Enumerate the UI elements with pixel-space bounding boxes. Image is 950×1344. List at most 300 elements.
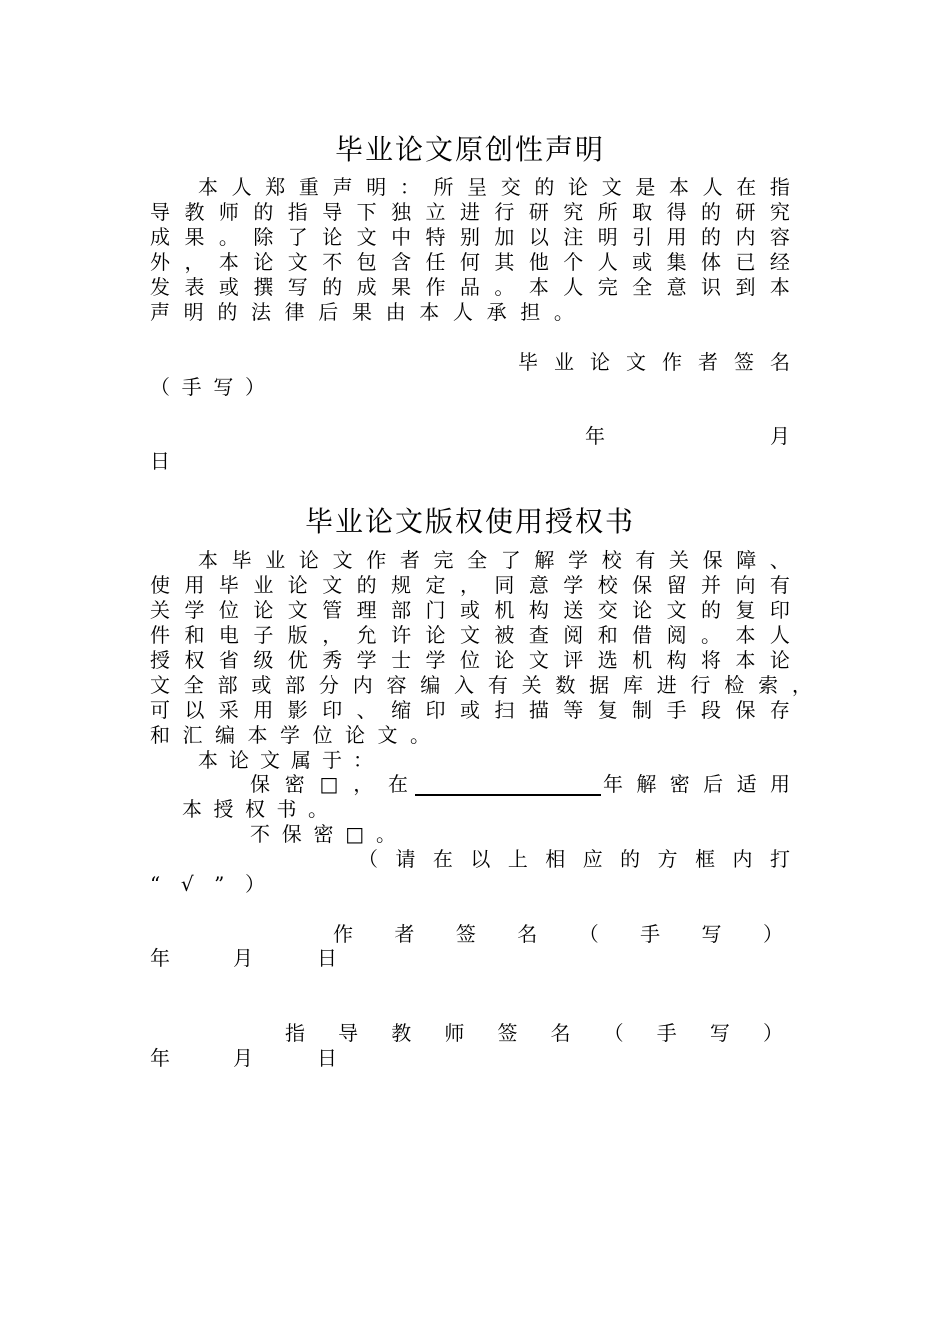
text-char: 包 bbox=[356, 250, 377, 274]
text-char: 何 bbox=[459, 250, 480, 274]
text-char: 其 bbox=[494, 250, 515, 274]
text-char: 学 bbox=[356, 648, 377, 672]
text-char: “ bbox=[150, 872, 161, 896]
text-char: 在 bbox=[432, 847, 453, 871]
text-char: 构 bbox=[666, 648, 687, 672]
text-char: 行 bbox=[494, 200, 515, 224]
text-char: 业 bbox=[554, 350, 574, 374]
belongs-to-label bbox=[198, 748, 373, 772]
text-char: √ bbox=[180, 872, 194, 896]
text-char: 指 bbox=[285, 1021, 305, 1045]
text-char: 手 bbox=[666, 698, 687, 722]
text-char: 于 bbox=[322, 748, 342, 772]
text-char: 。 bbox=[553, 300, 574, 324]
text-char: 选 bbox=[597, 648, 618, 672]
text-char: 本 bbox=[198, 175, 218, 199]
text-char: 部 bbox=[285, 673, 306, 697]
text-char: 独 bbox=[391, 200, 412, 224]
text-char: ， bbox=[322, 623, 343, 647]
text-char: 名 bbox=[517, 922, 538, 946]
text-char: 以 bbox=[184, 698, 205, 722]
text-char: ： bbox=[353, 748, 373, 772]
text-char: 的 bbox=[534, 175, 555, 199]
authorization-line-1 bbox=[198, 548, 790, 572]
text-char: 学 bbox=[184, 598, 205, 622]
text-char: 意 bbox=[666, 275, 687, 299]
text-char: 士 bbox=[391, 648, 412, 672]
text-char: 论 bbox=[769, 648, 790, 672]
text-char: 请 bbox=[395, 847, 416, 871]
text-char: 后 bbox=[703, 772, 724, 796]
text-char: 定 bbox=[425, 573, 446, 597]
text-char: （ bbox=[578, 922, 599, 946]
declaration-line-5 bbox=[150, 275, 790, 299]
text-char: 的 bbox=[356, 573, 377, 597]
text-char: 识 bbox=[701, 275, 721, 299]
declaration-date-day: 日 bbox=[150, 449, 170, 473]
text-char: 名 bbox=[770, 350, 790, 374]
text-char: 本 bbox=[528, 275, 549, 299]
text-char: 本 bbox=[182, 797, 202, 821]
authorization-title: 毕业论文版权使用授权书 bbox=[304, 505, 635, 538]
text-char: 。 bbox=[375, 822, 396, 846]
text-char: 规 bbox=[391, 573, 412, 597]
text-char: 毕 bbox=[231, 548, 252, 572]
declaration-signature-label bbox=[518, 350, 790, 374]
confidential-option-continued bbox=[182, 797, 328, 821]
text-char: 写 bbox=[287, 275, 308, 299]
text-char: 论 bbox=[298, 548, 319, 572]
text-char: 段 bbox=[701, 698, 721, 722]
text-char: 用 bbox=[184, 573, 205, 597]
text-char: 将 bbox=[701, 648, 721, 672]
text-char: 手 bbox=[640, 922, 661, 946]
text-char: 有 bbox=[769, 573, 790, 597]
text-char: 交 bbox=[597, 598, 618, 622]
text-char: 的 bbox=[701, 225, 721, 249]
text-char: 部 bbox=[217, 673, 238, 697]
text-char: 子 bbox=[253, 623, 274, 647]
text-char: 电 bbox=[218, 623, 239, 647]
text-char: 本 bbox=[419, 300, 440, 324]
text-char: 查 bbox=[528, 623, 549, 647]
text-char: 有 bbox=[487, 673, 508, 697]
text-char: 关 bbox=[668, 548, 689, 572]
text-char: 相 bbox=[545, 847, 566, 871]
text-char: 表 bbox=[184, 275, 205, 299]
declaration-signature-note bbox=[150, 375, 265, 399]
text-char: 法 bbox=[250, 300, 271, 324]
text-char: 学 bbox=[563, 573, 584, 597]
text-char: 了 bbox=[500, 548, 521, 572]
text-char: 全 bbox=[183, 673, 204, 697]
text-char: 毕 bbox=[218, 573, 239, 597]
text-char: 者 bbox=[399, 548, 420, 572]
text-char: 许 bbox=[391, 623, 412, 647]
text-char: 果 bbox=[184, 225, 205, 249]
text-char: 影 bbox=[287, 698, 308, 722]
text-char: 到 bbox=[735, 275, 756, 299]
text-char: （ bbox=[603, 1021, 624, 1045]
text-char: 本 bbox=[247, 723, 268, 747]
text-char: 业 bbox=[265, 548, 286, 572]
text-char: 留 bbox=[666, 573, 687, 597]
text-char: 授 bbox=[150, 648, 170, 672]
text-char: 或 bbox=[218, 275, 239, 299]
text-char: 含 bbox=[391, 250, 412, 274]
text-char: 等 bbox=[563, 698, 584, 722]
text-char: 中 bbox=[391, 225, 412, 249]
text-char: 不 bbox=[322, 250, 343, 274]
text-char: 可 bbox=[150, 698, 170, 722]
text-char: 别 bbox=[459, 225, 480, 249]
check-mark-note bbox=[150, 872, 265, 896]
text-char: （ bbox=[150, 375, 170, 399]
text-char: 构 bbox=[528, 598, 549, 622]
text-char: 用 bbox=[666, 225, 687, 249]
text-char: 签 bbox=[734, 350, 754, 374]
text-char: 用 bbox=[769, 772, 790, 796]
text-char: 和 bbox=[150, 723, 170, 747]
text-char: 了 bbox=[287, 225, 308, 249]
text-char: 密 bbox=[284, 772, 305, 796]
text-char: 文 bbox=[332, 548, 353, 572]
text-char: 在 bbox=[736, 175, 757, 199]
text-char: 汇 bbox=[182, 723, 203, 747]
text-char: 人 bbox=[769, 623, 790, 647]
text-char: 进 bbox=[656, 673, 677, 697]
text-char: 内 bbox=[352, 673, 373, 697]
text-char: 个 bbox=[563, 250, 584, 274]
text-char: 交 bbox=[500, 175, 521, 199]
text-char: 明 bbox=[597, 225, 618, 249]
text-char: 论 bbox=[287, 573, 308, 597]
text-char: 或 bbox=[632, 250, 653, 274]
check-instruction bbox=[358, 847, 790, 871]
text-char: 手 bbox=[181, 375, 202, 399]
text-char: 据 bbox=[589, 673, 610, 697]
text-char: 教 bbox=[184, 200, 205, 224]
text-char: 签 bbox=[455, 922, 476, 946]
text-char: ） bbox=[245, 872, 265, 896]
text-char: 书 bbox=[276, 797, 297, 821]
text-char: 的 bbox=[217, 300, 238, 324]
text-char: 品 bbox=[459, 275, 480, 299]
text-char: 所 bbox=[433, 175, 454, 199]
text-char: 权 bbox=[184, 648, 205, 672]
text-char: 应 bbox=[582, 847, 603, 871]
text-char: 学 bbox=[280, 723, 300, 747]
text-char: 本 bbox=[198, 548, 218, 572]
text-char: 保 bbox=[632, 573, 653, 597]
text-char: 教 bbox=[391, 1021, 412, 1045]
text-char: 本 bbox=[668, 175, 689, 199]
text-char: 签 bbox=[497, 1021, 518, 1045]
text-char: 机 bbox=[494, 598, 515, 622]
text-char: 的 bbox=[701, 200, 721, 224]
text-char: 或 bbox=[459, 598, 480, 622]
text-char: 特 bbox=[425, 225, 446, 249]
text-char: 论 bbox=[425, 623, 446, 647]
text-char: ） bbox=[762, 922, 783, 946]
not-confidential-option bbox=[250, 822, 396, 846]
text-char: ） bbox=[244, 375, 265, 399]
text-char: 件 bbox=[150, 623, 170, 647]
text-char: 经 bbox=[769, 250, 790, 274]
declaration-line-2 bbox=[150, 200, 790, 224]
text-char: 评 bbox=[563, 648, 584, 672]
text-char: 和 bbox=[184, 623, 205, 647]
text-char: 内 bbox=[735, 225, 756, 249]
text-char: 用 bbox=[253, 698, 274, 722]
text-char: 缩 bbox=[391, 698, 412, 722]
text-char: ， bbox=[184, 250, 205, 274]
text-char: 声 bbox=[150, 300, 170, 324]
text-char: 论 bbox=[568, 175, 589, 199]
author-signature-label bbox=[333, 922, 783, 946]
text-char: 向 bbox=[735, 573, 756, 597]
text-char: 级 bbox=[253, 648, 274, 672]
text-char: 的 bbox=[620, 847, 641, 871]
text-char: 除 bbox=[253, 225, 274, 249]
text-char: 解 bbox=[636, 772, 657, 796]
text-char: 人 bbox=[231, 175, 252, 199]
text-char: 行 bbox=[690, 673, 711, 697]
advisor-date-year: 年 bbox=[150, 1046, 170, 1070]
text-char: 部 bbox=[391, 598, 412, 622]
authorization-line-7 bbox=[150, 698, 790, 722]
text-char: 有 bbox=[635, 548, 656, 572]
text-char: 文 bbox=[601, 175, 622, 199]
text-char: 阅 bbox=[666, 623, 687, 647]
text-char: 复 bbox=[735, 598, 756, 622]
text-char: 或 bbox=[251, 673, 272, 697]
text-char: 论 bbox=[253, 598, 274, 622]
text-char: 导 bbox=[150, 200, 170, 224]
text-char: 秀 bbox=[322, 648, 343, 672]
text-char: 完 bbox=[433, 548, 454, 572]
text-char: 论 bbox=[632, 598, 653, 622]
declaration-title: 毕业论文原创性声明 bbox=[334, 133, 605, 166]
text-char: 入 bbox=[454, 673, 475, 697]
text-char: 业 bbox=[253, 573, 274, 597]
text-char: 全 bbox=[467, 548, 488, 572]
text-char: 保 bbox=[281, 822, 302, 846]
text-char: 究 bbox=[563, 200, 584, 224]
text-char: 保 bbox=[250, 772, 270, 796]
text-char: 机 bbox=[632, 648, 653, 672]
text-char: 本 bbox=[198, 748, 218, 772]
text-char: 制 bbox=[632, 698, 653, 722]
text-char: 写 bbox=[213, 375, 234, 399]
text-char: 年 bbox=[603, 772, 623, 796]
text-char: 果 bbox=[351, 300, 372, 324]
text-char: 人 bbox=[452, 300, 473, 324]
authorization-line-8 bbox=[150, 723, 430, 747]
text-char: 果 bbox=[391, 275, 412, 299]
text-char: 送 bbox=[563, 598, 584, 622]
declaration-line-3 bbox=[150, 225, 790, 249]
text-char: 得 bbox=[666, 200, 687, 224]
text-char: 论 bbox=[345, 723, 365, 747]
text-char: 进 bbox=[459, 200, 480, 224]
text-char: 取 bbox=[632, 200, 653, 224]
text-char: 。 bbox=[218, 225, 239, 249]
text-char: 本 bbox=[218, 250, 239, 274]
text-char: 研 bbox=[528, 200, 549, 224]
text-char: 数 bbox=[555, 673, 576, 697]
text-char: □ bbox=[319, 772, 339, 796]
text-char: ， bbox=[353, 772, 374, 796]
text-char: 文 bbox=[356, 225, 377, 249]
text-char: 关 bbox=[150, 598, 170, 622]
text-char: 属 bbox=[291, 748, 311, 772]
text-char: 。 bbox=[494, 275, 515, 299]
text-char: 后 bbox=[318, 300, 339, 324]
text-char: 密 bbox=[313, 822, 334, 846]
text-char: 成 bbox=[356, 275, 377, 299]
authorization-line-5 bbox=[150, 648, 790, 672]
text-char: 授 bbox=[213, 797, 234, 821]
text-char: 容 bbox=[386, 673, 407, 697]
text-char: 究 bbox=[769, 200, 790, 224]
text-char: 成 bbox=[150, 225, 170, 249]
text-char: 使 bbox=[150, 573, 170, 597]
author-date-year: 年 bbox=[150, 946, 170, 970]
text-char: 作 bbox=[662, 350, 682, 374]
text-char: 意 bbox=[528, 573, 549, 597]
text-char: 文 bbox=[287, 598, 308, 622]
text-char: 写 bbox=[709, 1021, 730, 1045]
text-char: 人 bbox=[702, 175, 723, 199]
confidential-option bbox=[250, 772, 408, 796]
text-char: 和 bbox=[597, 623, 618, 647]
text-char: 并 bbox=[701, 573, 721, 597]
text-char: 所 bbox=[597, 200, 618, 224]
text-char: □ bbox=[345, 822, 365, 846]
text-char: 文 bbox=[150, 673, 170, 697]
text-char: 重 bbox=[298, 175, 319, 199]
declaration-date-month: 月 bbox=[770, 424, 790, 448]
text-char: 。 bbox=[308, 797, 328, 821]
text-char: 郑 bbox=[265, 175, 286, 199]
text-char: 他 bbox=[528, 250, 549, 274]
text-char: 文 bbox=[287, 250, 308, 274]
text-char: 保 bbox=[702, 548, 723, 572]
text-char: 以 bbox=[528, 225, 549, 249]
declaration-line-4 bbox=[150, 250, 790, 274]
text-char: 印 bbox=[322, 698, 343, 722]
text-char: 扫 bbox=[494, 698, 515, 722]
text-char: ） bbox=[762, 1021, 783, 1045]
text-char: 任 bbox=[425, 250, 446, 274]
text-char: 本 bbox=[735, 648, 756, 672]
text-char: 障 bbox=[736, 548, 757, 572]
text-char: 作 bbox=[425, 275, 446, 299]
text-char: 文 bbox=[626, 350, 646, 374]
text-char: 在 bbox=[387, 772, 408, 796]
text-char: 编 bbox=[420, 673, 441, 697]
text-char: 位 bbox=[459, 648, 480, 672]
text-char: 优 bbox=[287, 648, 308, 672]
text-char: 理 bbox=[356, 598, 377, 622]
text-char: 明 bbox=[366, 175, 387, 199]
text-char: 框 bbox=[695, 847, 716, 871]
text-char: 外 bbox=[150, 250, 170, 274]
text-char: 写 bbox=[701, 922, 722, 946]
text-char: 阅 bbox=[563, 623, 584, 647]
text-char: 下 bbox=[356, 200, 377, 224]
text-char: 发 bbox=[150, 275, 170, 299]
authorization-line-3 bbox=[150, 598, 790, 622]
text-char: 权 bbox=[245, 797, 265, 821]
text-char: 允 bbox=[356, 623, 377, 647]
text-char: 校 bbox=[597, 573, 618, 597]
text-char: 以 bbox=[470, 847, 491, 871]
text-char: 文 bbox=[322, 573, 343, 597]
text-char: 人 bbox=[597, 250, 618, 274]
text-char: 文 bbox=[260, 748, 280, 772]
advisor-signature-label bbox=[285, 1021, 783, 1045]
text-char: 作 bbox=[366, 548, 387, 572]
text-char: 门 bbox=[425, 598, 446, 622]
text-char: 方 bbox=[657, 847, 678, 871]
text-char: 描 bbox=[528, 698, 549, 722]
text-char: 者 bbox=[698, 350, 718, 374]
text-char: 由 bbox=[385, 300, 406, 324]
text-char: 作 bbox=[333, 922, 353, 946]
text-char: ， bbox=[791, 673, 812, 697]
text-char: 注 bbox=[563, 225, 584, 249]
authorization-line-6 bbox=[150, 673, 812, 697]
text-char: 位 bbox=[312, 723, 333, 747]
declaration-line-6 bbox=[150, 300, 574, 324]
text-char: ” bbox=[214, 872, 225, 896]
text-char: 指 bbox=[769, 175, 790, 199]
text-char: 文 bbox=[666, 598, 687, 622]
text-char: 容 bbox=[769, 225, 790, 249]
advisor-date-day: 日 bbox=[317, 1046, 337, 1070]
text-char: 学 bbox=[568, 548, 589, 572]
text-char: 名 bbox=[550, 1021, 571, 1045]
text-char: 存 bbox=[769, 698, 790, 722]
text-char: 关 bbox=[521, 673, 542, 697]
text-char: 的 bbox=[701, 598, 721, 622]
text-char: 完 bbox=[597, 275, 618, 299]
text-char: ， bbox=[459, 573, 480, 597]
text-char: 保 bbox=[735, 698, 756, 722]
text-char: 导 bbox=[338, 1021, 359, 1045]
text-char: 检 bbox=[724, 673, 745, 697]
text-char: 的 bbox=[253, 200, 274, 224]
text-char: 校 bbox=[601, 548, 622, 572]
text-char: 导 bbox=[322, 200, 343, 224]
text-char: 本 bbox=[769, 275, 790, 299]
text-char: 的 bbox=[322, 275, 343, 299]
text-char: 体 bbox=[701, 250, 721, 274]
text-char: 管 bbox=[322, 598, 343, 622]
confidential-option-suffix bbox=[603, 772, 790, 796]
text-char: 论 bbox=[494, 648, 515, 672]
text-char: 文 bbox=[459, 623, 480, 647]
text-char: 内 bbox=[732, 847, 753, 871]
text-char: 承 bbox=[486, 300, 507, 324]
text-char: 省 bbox=[218, 648, 239, 672]
text-char: 指 bbox=[287, 200, 308, 224]
text-char: 引 bbox=[632, 225, 653, 249]
text-char: 印 bbox=[425, 698, 446, 722]
text-char: 研 bbox=[735, 200, 756, 224]
